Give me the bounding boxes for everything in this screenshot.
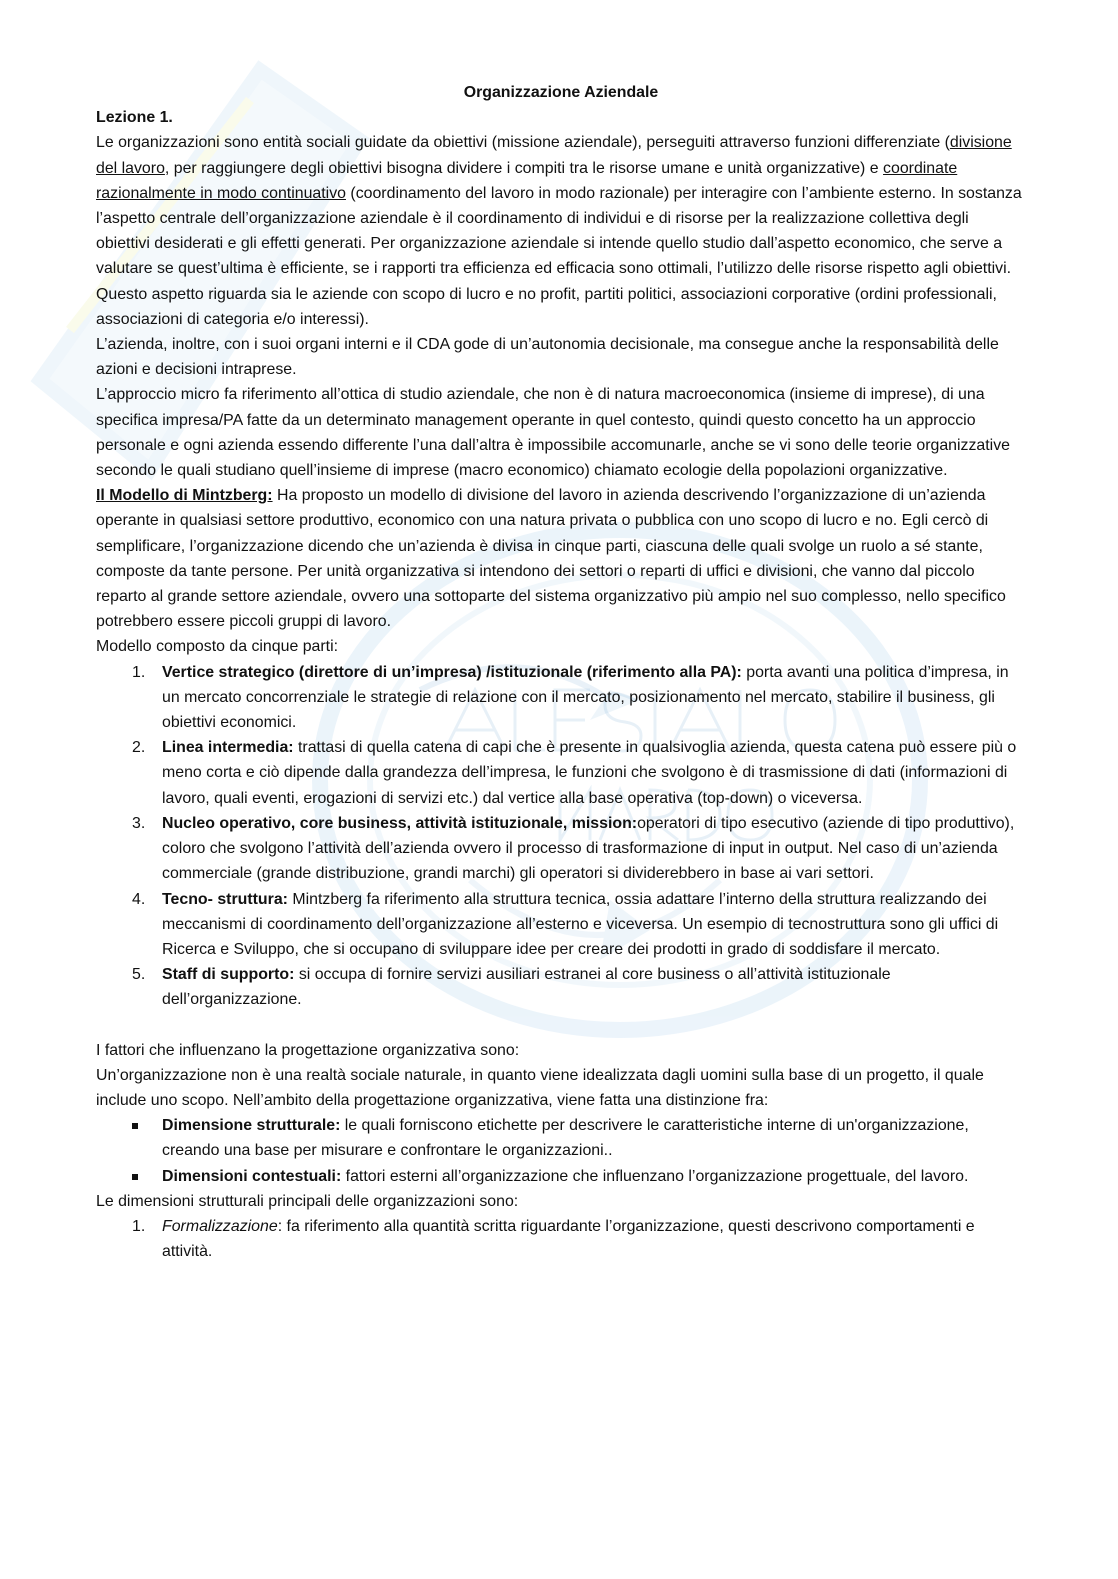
mintzberg-heading: Il Modello di Mintzberg: [96, 487, 273, 505]
document-page [96, 80, 1026, 1264]
paragraph-mintzberg: Il Modello di Mintzberg: Ha proposto un modello di divisione del lavoro in azienda descrivendo l’organizzazione di un’azienda operante in qualsiasi settore produttivo, economico con una natura privata o pubblica con uno scopo di lucro e no. Egli cercò di semplificare, l’organizzazione dicendo che un’azienda è divisa in cinque parti, ciascuna delle quali svolge un ruolo a sé stante, composte da tante persone. Per unità organizzativa si intendono dei settori o reparti di uffici e divisioni, che vanno dal piccolo reparto al grande settore aziendale, ovvero una sottoparte del sistema organizzativo più ampio nel suo complesso, nello specifico potrebbero essere piccoli gruppi di lavoro. [96, 487, 1006, 631]
spacer [96, 1013, 1026, 1038]
underlined-term: coordinate razionalmente in modo continuativo [96, 159, 958, 202]
paragraph-organization-design: Un’organizzazione non è una realtà sociale naturale, in quanto viene idealizzata dagli uomini sulla base di un progetto, il quale include uno scopo. Nell’ambito della progettazione organizzativa, viene fatta una distinzione fra: [96, 1066, 984, 1109]
dimensions-bullet-list [96, 1113, 1026, 1189]
list-item: Dimensioni contestuali: fattori esterni all’organizzazione che influenzano l’organizzazione progettuale, del lavoro. [96, 1164, 1026, 1189]
list-item: Dimensione strutturale: le quali forniscono etichette per descrivere le caratteristiche interne di un'organizzazione, creando una base per misurare e confrontare le organizzazioni.. [96, 1113, 1026, 1163]
mintzberg-parts-list [96, 660, 1026, 1013]
lesson-heading: Lezione 1. [96, 109, 173, 127]
paragraph-factors: I fattori che influenzano la progettazione organizzativa sono: [96, 1041, 520, 1059]
list-item: 3. Nucleo operativo, core business, attività istituzionale, mission:operatori di tipo esecutivo (aziende di tipo produttivo), coloro che svolgono l’attività dell’azienda ovvero il processo di trasformazione di input in output. Nel caso di un’azienda commerciale (grande distribuzione, grandi marchi) gli operatori si dividerebbero in base ai vari settori. [132, 814, 1015, 883]
list-item: 1. Vertice strategico (direttore di un’impresa) /istituzionale (riferimento alla PA): porta avanti una politica d’impresa, in un mercato concorrenziale le strategie di relazione con il mercato, posizionamento nel mercato, stabilire il business, gli obiettivi economici. [132, 663, 1009, 732]
square-bullet-icon [132, 1174, 138, 1180]
paragraph-micro-approach: L’approccio micro fa riferimento all’ottica di studio aziendale, che non è di natura macroeconomica (insieme di imprese), di una specifica impresa/PA fatte da un determinato management operante in quel contesto, quindi questo concetto ha un approccio personale e ogni azienda essendo differente l’una dall’altra è impossibile accomunarle, anche se vi sono delle teorie organizzative secondo le quali studiano quell’insieme di imprese (macro economico) chiamato ecologie della popolazioni organizzative. [96, 386, 1010, 480]
paragraph-model-parts: Modello composto da cinque parti: [96, 638, 339, 656]
list-item: 2. Linea intermedia: trattasi di quella catena di capi che è presente in qualsivoglia azienda, questa catena può essere più o meno corta e ciò dipende dalla grandezza dell’impresa, le funzioni che svolgono è di trasmissione di dati (informazioni di lavoro, quali eventi, erogazioni di servizi etc.) dal vertice alla base operativa (top-down) o viceversa. [132, 739, 1017, 807]
document-title: Organizzazione Aziendale [463, 84, 659, 101]
list-item: 4. Tecno- struttura: Mintzberg fa riferimento alla struttura tecnica, ossia adattare l’interno della struttura realizzando dei meccanismi di coordinamento dell’organizzazione all’esterno e viceversa. Un esempio di tecnostruttura sono gli uffici di Ricerca e Sviluppo, che si occupano di sviluppare idee per creare dei prodotti in grado di soddisfare il mercato. [132, 890, 999, 958]
structural-dimensions-list [96, 1214, 1026, 1264]
paragraph-intro: Le organizzazioni sono entità sociali guidate da obiettivi (missione aziendale), perseguiti attraverso funzioni differenziate (divisione del lavoro, per raggiungere degli obiettivi bisogna dividere i compiti tra le risorse umane e unità organizzative) e coordinate razionalmente in modo continuativo (coordinamento del lavoro in modo razionale) per interagire con l’ambiente esterno. In sostanza l’aspetto centrale dell’organizzazione aziendale è il coordinamento di individui e di risorse per la realizzazione collettiva degli obiettivi desiderati e gli effetti generati. Per organizzazione aziendale si intende quello studio dall’aspetto economico, che serve a valutare se quest’ultima è efficiente, se i rapporti tra efficienza ed efficacia sono ottimali, l’utilizzo delle risorse rispetto agli obiettivi. Questo aspetto riguarda sia le aziende con scopo di lucro e no profit, partiti politici, associazioni corporative (ordini professionali, associazioni di categoria e/o interessi). [96, 134, 1022, 328]
list-item: 1. Formalizzazione: fa riferimento alla quantità scritta riguardante l’organizzazione, questi descrivono comportamenti e attività. [132, 1217, 975, 1261]
square-bullet-icon [132, 1123, 138, 1129]
paragraph-autonomy: L’azienda, inoltre, con i suoi organi interni e il CDA gode di un’autonomia decisionale, ma consegue anche la responsabilità delle azioni e decisioni intraprese. [96, 336, 999, 379]
paragraph-structural-dimensions: Le dimensioni strutturali principali delle organizzazioni sono: [96, 1192, 519, 1210]
underlined-term: divisione del lavoro [96, 134, 1012, 177]
list-item: 5. Staff di supporto: si occupa di fornire servizi ausiliari estranei al core business o all’attività istituzionale dell’organizzazione. [132, 966, 891, 1009]
